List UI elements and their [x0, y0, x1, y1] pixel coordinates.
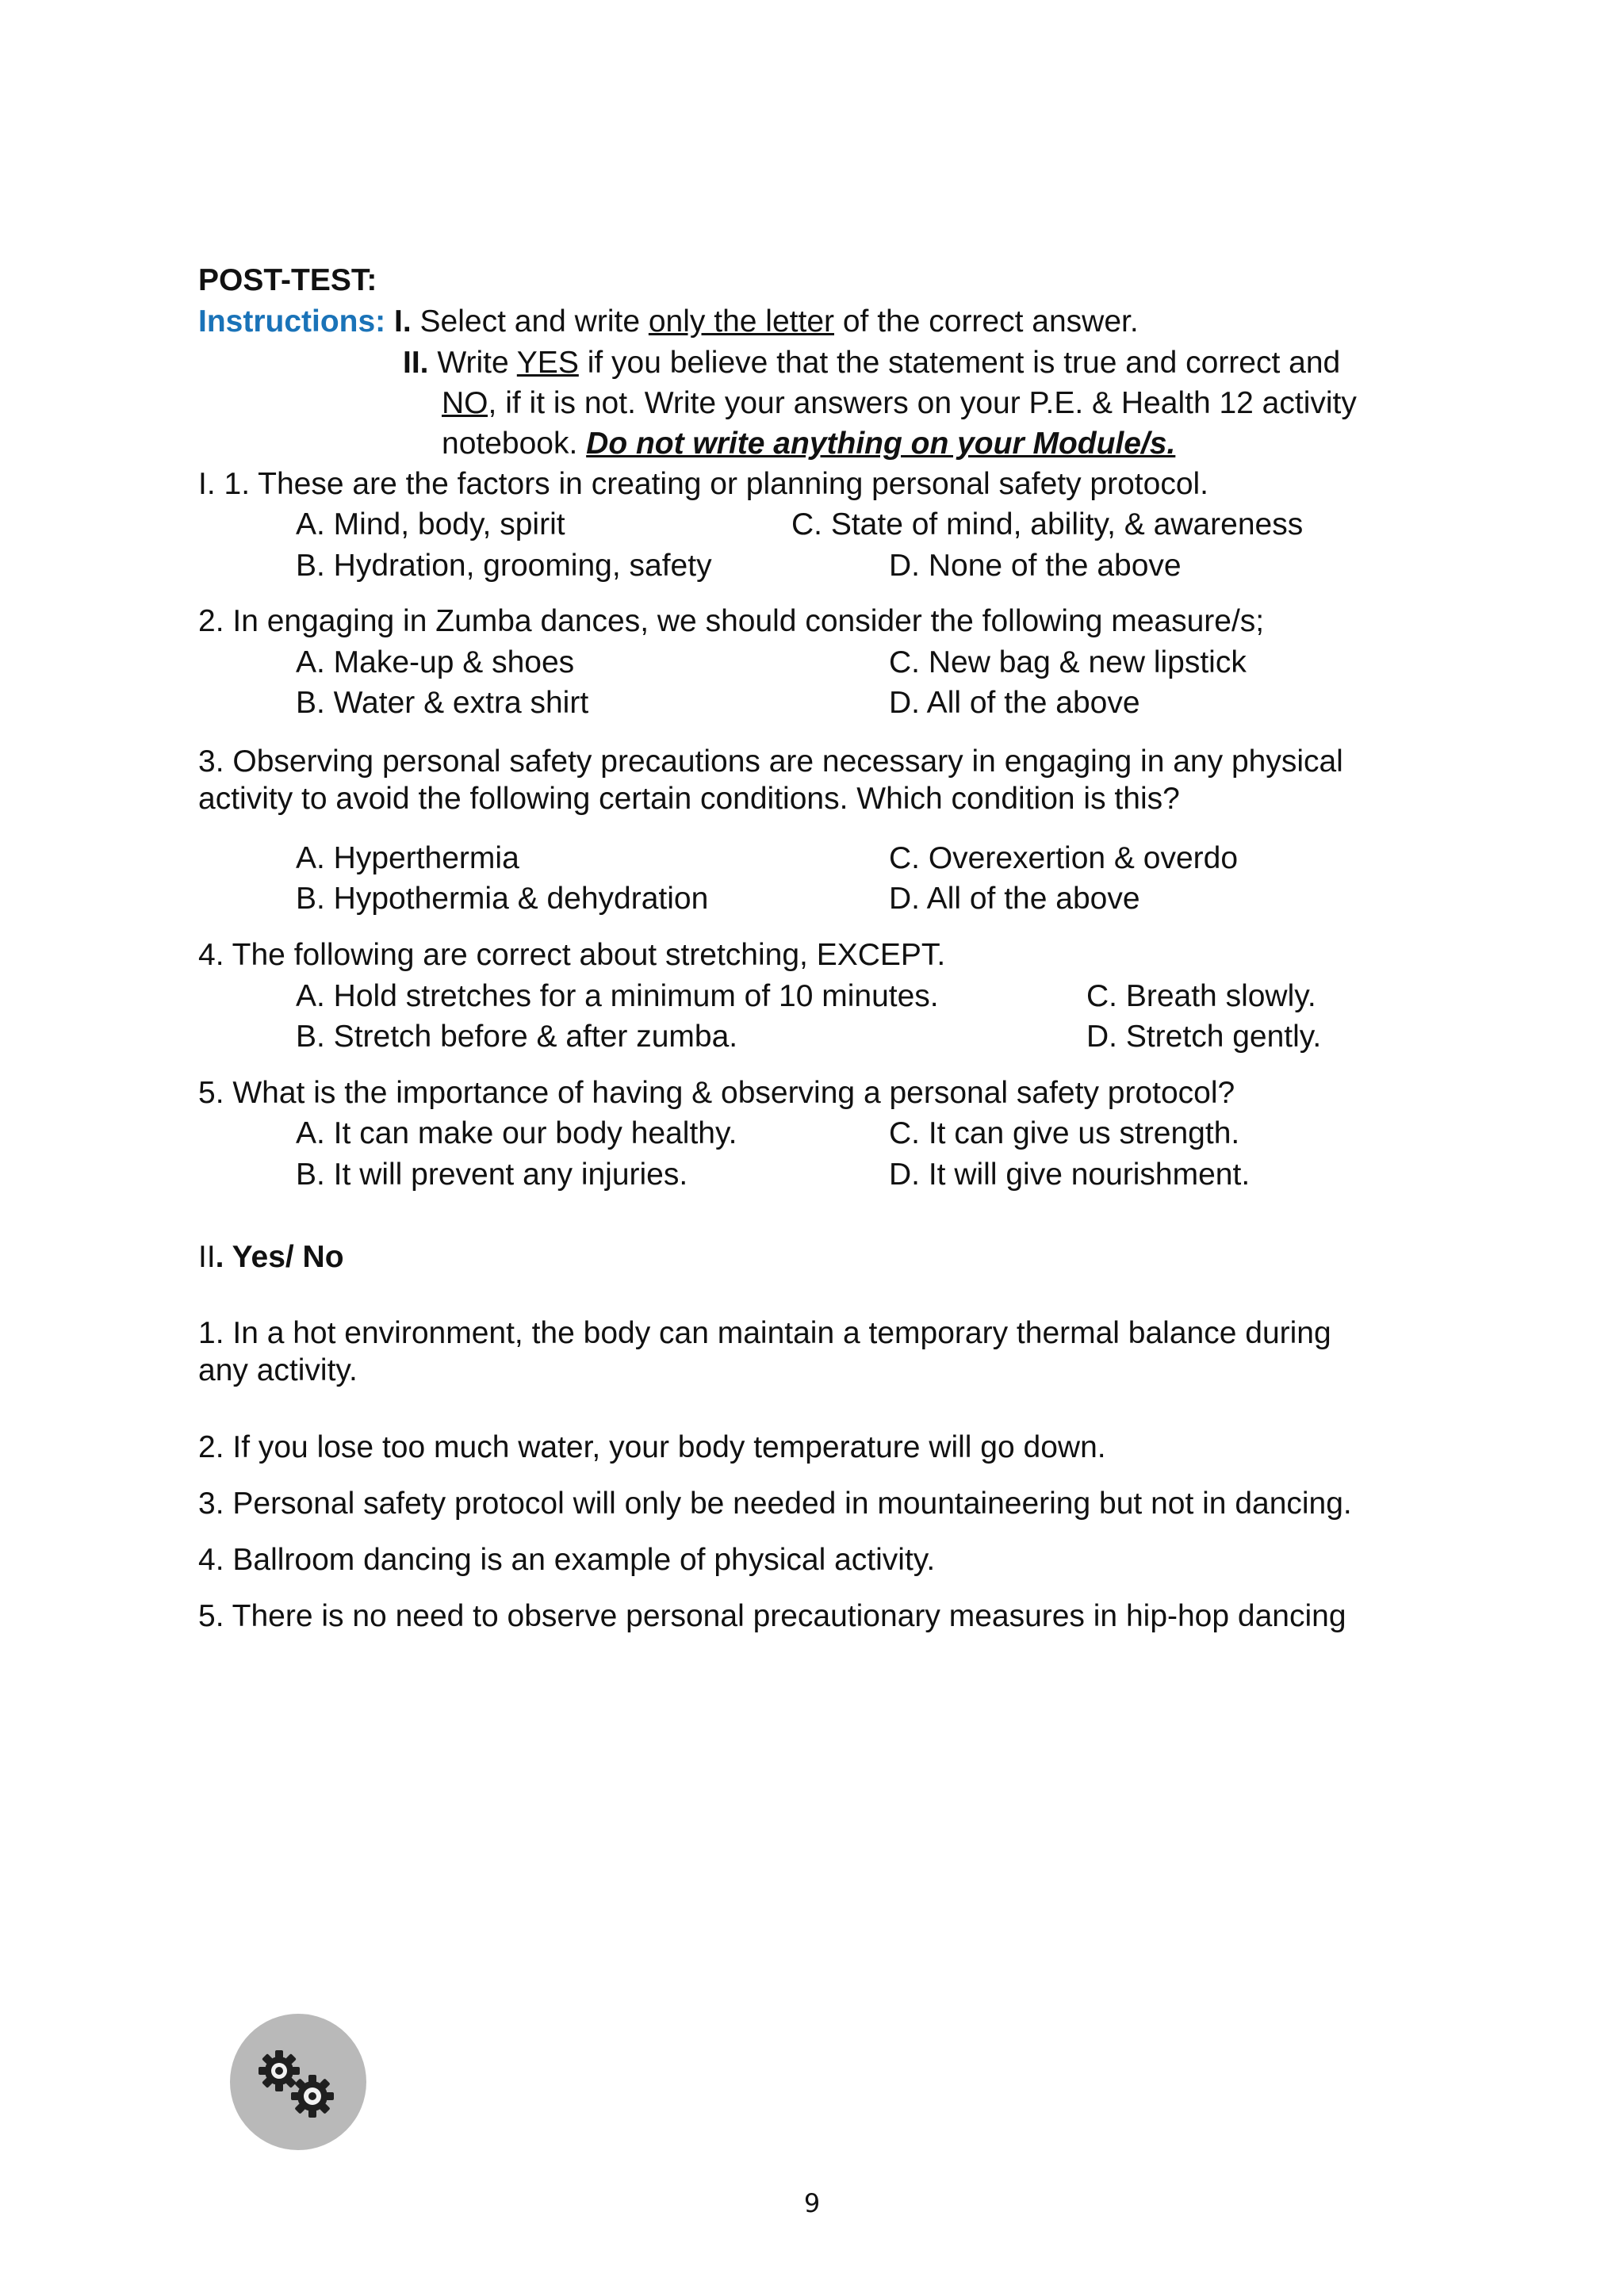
instructions-label: Instructions:	[198, 304, 386, 339]
question-3: 3. Observing personal safety precautions are necessary in engaging in any physical	[198, 744, 1343, 779]
part2-number: II.	[403, 346, 429, 380]
q3-option-a: A. Hyperthermia	[296, 841, 519, 875]
instructions-line-2	[403, 344, 1340, 382]
q3-option-b: B. Hypothermia & dehydration	[296, 882, 709, 916]
q1-option-d: D. None of the above	[889, 549, 1182, 583]
post-test-title: POST-TEST:	[198, 263, 377, 297]
question-2: 2. In engaging in Zumba dances, we should consider the following measure/s;	[198, 604, 1265, 638]
yes-no-item-3: 3. Personal safety protocol will only be needed in mountaineering but not in dancing.	[198, 1487, 1352, 1521]
instructions-line-4	[442, 425, 1175, 463]
part1-text-end: of the correct answer.	[842, 304, 1139, 339]
q1-option-a: A. Mind, body, spirit	[296, 507, 565, 541]
q3-option-d: D. All of the above	[889, 882, 1140, 916]
part2-no: NO,	[442, 386, 497, 420]
question-5: 5. What is the importance of having & observing a personal safety protocol?	[198, 1076, 1235, 1110]
page-number: 9	[803, 2188, 821, 2218]
instructions-line-3	[442, 385, 1357, 423]
q5-option-d: D. It will give nourishment.	[889, 1158, 1251, 1192]
q2-option-a: A. Make-up & shoes	[296, 645, 575, 679]
module-warning: Do not write anything on your Module/s.	[586, 427, 1176, 461]
q4-option-c: C. Breath slowly.	[1086, 979, 1316, 1013]
gears-icon	[230, 2014, 366, 2150]
q1-option-b: B. Hydration, grooming, safety	[296, 549, 712, 583]
q5-option-b: B. It will prevent any injuries.	[296, 1158, 688, 1192]
q5-option-c: C. It can give us strength.	[889, 1116, 1240, 1150]
q5-option-a: A. It can make our body healthy.	[296, 1116, 737, 1150]
instructions-line-1	[198, 303, 1139, 341]
yes-no-item-1: 1. In a hot environment, the body can maintain a temporary thermal balance during	[198, 1316, 1331, 1350]
section-2-title: . Yes/ No	[215, 1240, 344, 1274]
q4-option-b: B. Stretch before & after zumba.	[296, 1020, 738, 1054]
part1-text: Select and write	[419, 304, 641, 339]
part2-text-end: if you believe that the statement is true and correct and	[587, 346, 1341, 380]
section-2-heading	[198, 1238, 344, 1276]
q3-option-c: C. Overexertion & overdo	[889, 841, 1239, 875]
q2-option-d: D. All of the above	[889, 686, 1140, 720]
q1-option-c: C. State of mind, ability, & awareness	[791, 507, 1304, 541]
question-1: I. 1. These are the factors in creating or planning personal safety protocol.	[198, 467, 1209, 501]
yes-no-item-1-continued: any activity.	[198, 1353, 358, 1387]
part2-line2: if it is not. Write your answers on your P.E. & Health 12 activity	[505, 386, 1357, 420]
q2-option-c: C. New bag & new lipstick	[889, 645, 1247, 679]
section-2-number: II	[198, 1240, 216, 1274]
part2-text: Write	[437, 346, 509, 380]
part1-underlined: only the letter	[648, 304, 834, 339]
q4-option-d: D. Stretch gently.	[1086, 1020, 1322, 1054]
part2-yes: YES	[516, 346, 579, 380]
yes-no-item-4: 4. Ballroom dancing is an example of physical activity.	[198, 1543, 936, 1577]
q4-option-a: A. Hold stretches for a minimum of 10 minutes.	[296, 979, 939, 1013]
q2-option-b: B. Water & extra shirt	[296, 686, 589, 720]
yes-no-item-2: 2. If you lose too much water, your body temperature will go down.	[198, 1430, 1106, 1464]
part1-number: I.	[394, 304, 412, 339]
part2-line3: notebook.	[442, 427, 578, 461]
question-4: 4. The following are correct about stretching, EXCEPT.	[198, 938, 946, 972]
question-3-continued: activity to avoid the following certain conditions. Which condition is this?	[198, 782, 1180, 816]
yes-no-item-5: 5. There is no need to observe personal precautionary measures in hip-hop dancing	[198, 1599, 1346, 1633]
